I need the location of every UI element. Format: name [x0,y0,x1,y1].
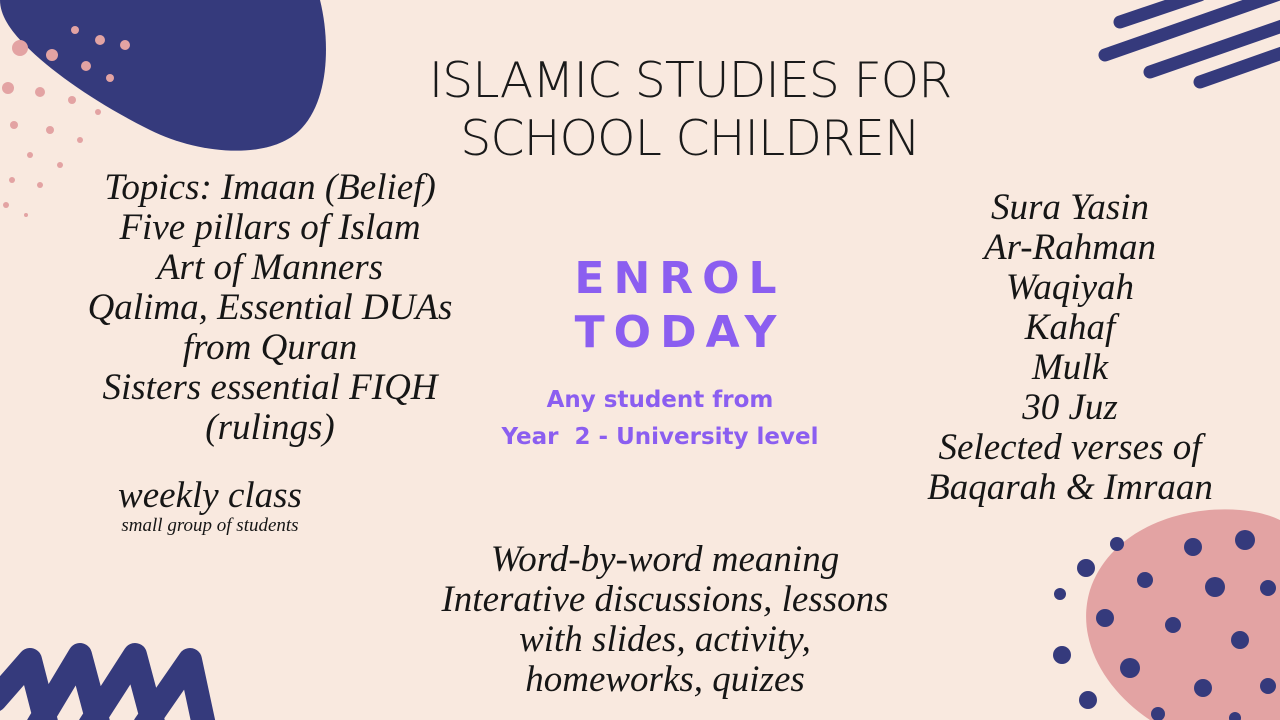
enrol-line-2: TODAY [574,307,786,358]
weekly-class-note [60,476,360,536]
topic-line: Art of Manners [156,247,384,288]
topic-line: Five pillars of Islam [119,207,421,248]
title-line-2: SCHOOL CHILDREN [460,110,920,167]
feature-line: Interative discussions, lessons [441,579,889,620]
surah-item: Sura Yasin [990,187,1149,228]
features-list [380,540,950,700]
topics-list [20,168,520,448]
eligibility-line-2: Year 2 - University level [501,424,819,450]
surah-item: Mulk [1031,347,1109,388]
enrol-line-1: ENROL [574,253,786,304]
feature-line: with slides, activity, [519,619,811,660]
topic-line: Topics: Imaan (Belief) [104,167,436,208]
bottom-left-navy-zigzag [0,655,205,720]
surah-item: Baqarah & Imraan [927,467,1213,508]
surah-item: Ar-Rahman [984,227,1156,268]
eligibility-note [490,382,830,456]
feature-line: homeworks, quizes [525,659,805,700]
weekly-class-label: weekly class [118,475,302,516]
surah-item: Kahaf [1024,307,1116,348]
title-line-1: ISLAMIC STUDIES FOR [428,52,952,109]
topic-line: from Quran [182,327,358,368]
topic-line: Qalima, Essential DUAs [87,287,453,328]
page-title [300,52,1080,168]
top-right-navy-strokes [1105,0,1280,82]
surah-item: 30 Juz [1022,387,1118,428]
surah-item: Selected verses of [938,427,1202,468]
enrol-today-heading [560,252,800,360]
topic-line: Sisters essential FIQH [102,367,438,408]
topic-line: (rulings) [205,407,335,448]
small-group-label: small group of students [121,515,299,536]
eligibility-line-1: Any student from [546,387,774,413]
surah-item: Waqiyah [1005,267,1135,308]
surah-list [880,188,1260,508]
feature-line: Word-by-word meaning [490,539,840,580]
